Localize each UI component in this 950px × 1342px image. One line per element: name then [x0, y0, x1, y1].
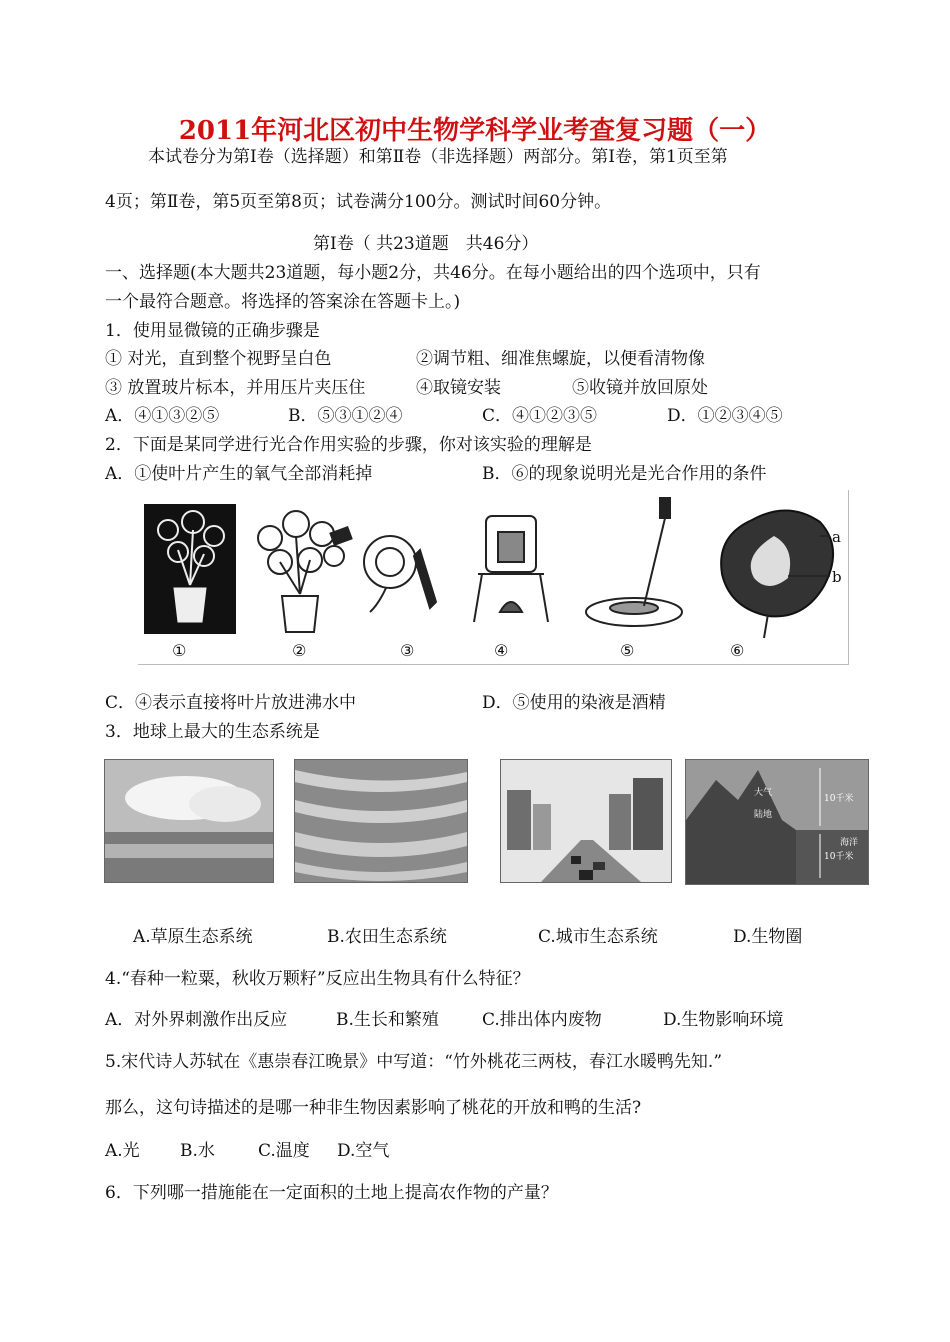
figure-label-4: ④ [494, 641, 509, 660]
step-1-dark-plant [144, 504, 236, 634]
q2-option-d: D．⑤使用的染液是酒精 [482, 693, 666, 713]
step-2-covered-leaf [258, 511, 352, 632]
q1-stem: 1．使用显微镜的正确步骤是 [105, 321, 320, 341]
q1-step-2: ②调节粗、细准焦螺旋，以便看清物像 [416, 349, 705, 369]
intro-line-1: 本试卷分为第Ⅰ卷（选择题）和第Ⅱ卷（非选择题）两部分。第Ⅰ卷，第1页至第 [148, 147, 728, 167]
leaf-label-b: b [832, 568, 842, 586]
section1-line-1: 一、选择题(本大题共23道题，每小题2分，共46分。在每小题给出的四个选项中，只有 [105, 263, 761, 283]
q5-option-c: C.温度 [258, 1141, 310, 1161]
q1-step-5: ⑤收镜并放回原处 [572, 378, 708, 398]
q2-stem: 2．下面是某同学进行光合作用实验的步骤，你对该实验的理解是 [105, 435, 592, 455]
figure-label-6: ⑥ [730, 641, 745, 660]
q3-stem: 3．地球上最大的生态系统是 [105, 722, 320, 742]
q2-option-a: A．①使叶片产生的氧气全部消耗掉 [105, 464, 373, 484]
q5-line-1: 5.宋代诗人苏轼在《惠崇春江晚景》中写道：“竹外桃花三两枝，春江水暖鸭先知.” [105, 1052, 723, 1072]
q5-option-d: D.空气 [337, 1141, 390, 1161]
leaf-label-a: a [832, 528, 841, 546]
section-heading: 第Ⅰ卷（ 共23道题 共46分） [313, 234, 539, 254]
label-ocean: 海洋 [840, 838, 859, 848]
step-5-dish-dropper [586, 498, 682, 626]
biosphere-photo [685, 759, 869, 885]
q2-option-b: B．⑥的现象说明光是光合作用的条件 [482, 464, 767, 484]
photosynthesis-experiment-figure [138, 490, 849, 665]
q1-option-c: C．④①②③⑤ [482, 406, 598, 426]
figure-label-5: ⑤ [620, 641, 635, 660]
q5-option-a: A.光 [105, 1141, 140, 1161]
label-land: 陆地 [754, 810, 773, 820]
q3-option-a: A.草原生态系统 [133, 927, 253, 947]
figure-label-3: ③ [400, 641, 415, 660]
label-atmosphere: 大气 [754, 788, 773, 798]
q1-step-1: ① 对光，直到整个视野呈白色 [105, 349, 332, 369]
q3-option-b: B.农田生态系统 [327, 927, 447, 947]
q4-option-c: C.排出体内废物 [482, 1010, 602, 1030]
q3-option-c: C.城市生态系统 [538, 927, 658, 947]
q1-step-3: ③ 放置玻片标本，并用压片夹压住 [105, 378, 366, 398]
farmland-photo [294, 759, 468, 883]
label-down-10km: 10千米 [824, 852, 854, 862]
q5-option-b: B.水 [180, 1141, 215, 1161]
figure-label-2: ② [292, 641, 307, 660]
figure-label-1: ① [172, 641, 187, 660]
grassland-photo [104, 759, 274, 883]
section1-line-2: 一个最符合题意。将选择的答案涂在答题卡上。) [105, 292, 461, 312]
q1-option-b: B．⑤③①②④ [288, 406, 403, 426]
label-up-10km: 10千米 [824, 794, 854, 804]
q5-line-2: 那么，这句诗描述的是哪一种非生物因素影响了桃花的开放和鸭的生活? [105, 1098, 642, 1118]
step-6-stained-leaf [721, 510, 833, 638]
q2-option-c: C．④表示直接将叶片放进沸水中 [105, 693, 357, 713]
experiment-steps-illustration [138, 490, 848, 664]
q4-stem: 4.“春种一粒粟，秋收万颗籽”反应出生物具有什么特征？ [105, 969, 530, 989]
step-4-water-bath [474, 516, 548, 622]
q1-option-d: D．①②③④⑤ [667, 406, 783, 426]
page-title: 2011年河北区初中生物学科学业考查复习题（一） [178, 116, 772, 146]
q1-step-4: ④取镜安装 [416, 378, 501, 398]
q4-option-a: A．对外界刺激作出反应 [105, 1010, 288, 1030]
city-photo [500, 759, 672, 883]
q4-option-d: D.生物影响环境 [663, 1010, 784, 1030]
intro-line-2: 4页；第Ⅱ卷，第5页至第8页；试卷满分100分。测试时间60分钟。 [105, 192, 612, 212]
q3-option-d: D.生物圈 [733, 927, 803, 947]
q4-option-b: B.生长和繁殖 [336, 1010, 439, 1030]
q1-option-a: A．④①③②⑤ [105, 406, 220, 426]
q6-stem: 6．下列哪一措施能在一定面积的土地上提高农作物的产量？ [105, 1183, 558, 1203]
step-3-leaf [364, 536, 436, 612]
